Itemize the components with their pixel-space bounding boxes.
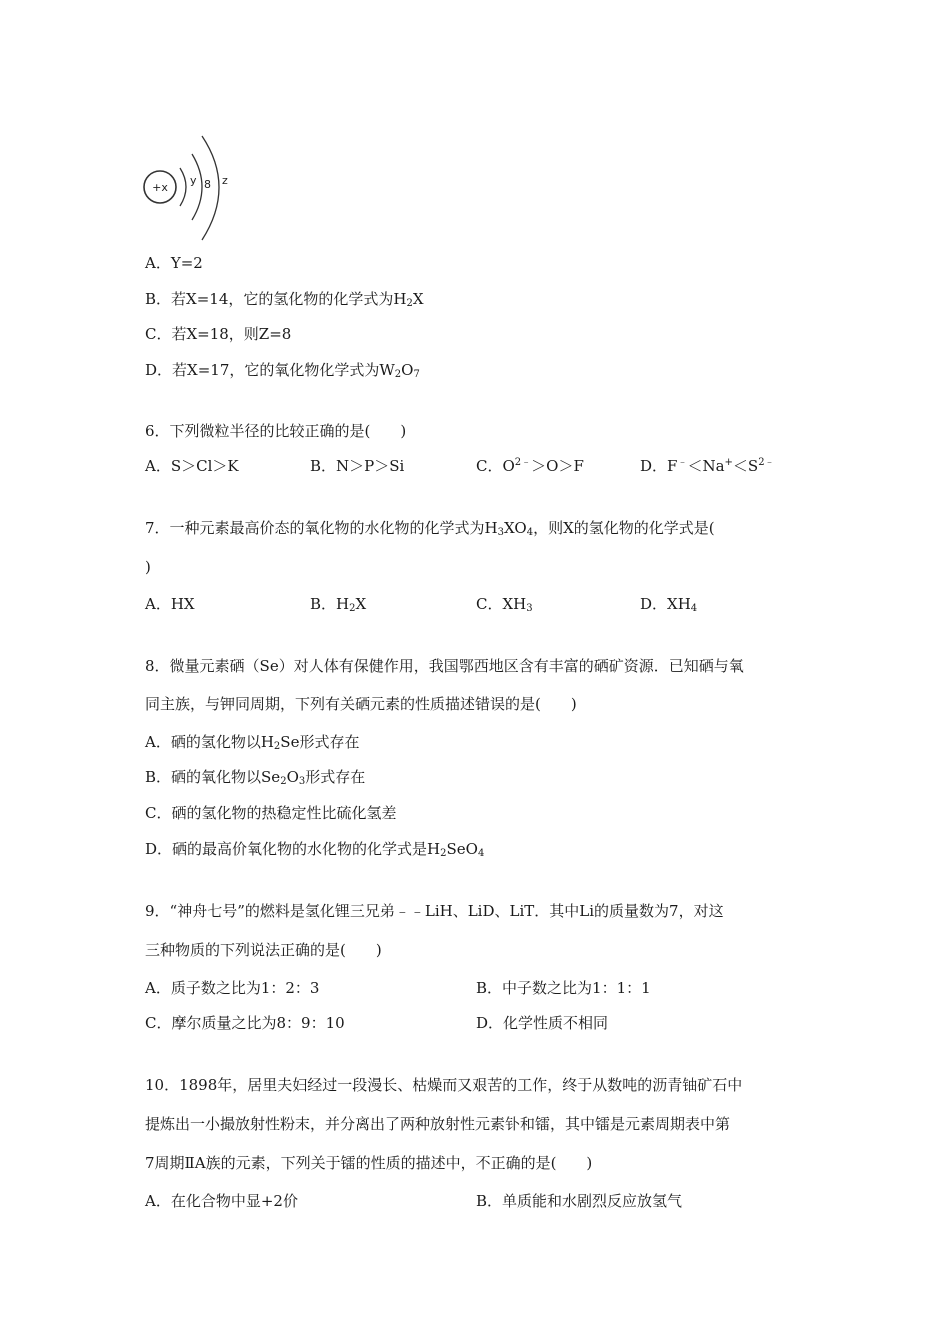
q10-stem-line1: 10．1898年，居里夫妇经过一段漫长、枯燥而又艰苦的工作，终于从数吨的沥青铀矿石中 (145, 1076, 743, 1094)
q9-option-b: B．中子数之比为1：1：1 (476, 979, 651, 997)
q9-stem-line1: 9．“神舟七号”的燃料是氢化锂三兄弟﹣﹣LiH、LiD、LiT．其中Li的质量数为7，对这 (145, 902, 724, 920)
q6-option-c: C．$O^{2﹣}>O>F$ (476, 457, 584, 475)
q5-option-c: C．若X=18，则Z=8 (145, 325, 292, 343)
q9-option-d: D．化学性质不相同 (476, 1014, 609, 1032)
q6-option-d: D．$F^﹣<Na^+<S^{2﹣}$ (640, 457, 775, 475)
q10-stem-line3: 7周期ⅡA族的元素，下列关于镭的性质的描述中，不正确的是( ) (145, 1154, 593, 1172)
q10-option-b: B．单质能和水剧烈反应放氢气 (476, 1192, 683, 1210)
q7-stem: 7．一种元素最高价态的氧化物的水化物的化学式为$H_3XO_4$，则X的氢化物的化学式是( (145, 519, 715, 538)
q8-option-c: C．硒的氢化物的热稳定性比硫化氢差 (145, 804, 397, 822)
q8-stem-line2: 同主族，与钾同周期，下列有关硒元素的性质描述错误的是( ) (145, 695, 577, 713)
q7-option-a: A．HX (145, 595, 195, 613)
shell-arc-2 (192, 154, 202, 220)
nucleus-label: +x (152, 181, 168, 194)
q5-option-d: D．若X=17，它的氧化物化学式为$W_2O_7$ (145, 361, 420, 380)
shell-2-label: 8 (204, 178, 211, 191)
q8-stem-line1: 8．微量元素硒（Se）对人体有保健作用，我国鄂西地区含有丰富的硒矿资源．已知硒与氧 (145, 657, 744, 675)
q6-option-b: B．N＞P＞Si (310, 457, 405, 475)
q6-stem: 6．下列微粒半径的比较正确的是( ) (145, 422, 407, 440)
q7-option-b: B．$H_2X$ (310, 595, 367, 614)
shell-3-label: z (222, 174, 228, 187)
q7-option-d: D．$XH_4$ (640, 595, 698, 614)
q5-option-b: B．若X=14，它的氢化物的化学式为$H_2X$ (145, 290, 424, 309)
q10-option-a: A．在化合物中显+2价 (145, 1192, 298, 1210)
q7-stem-close: ) (145, 558, 151, 576)
q5-option-a: A．Y=2 (145, 254, 203, 272)
shell-1-label: y (190, 174, 197, 187)
q8-option-a: A．硒的氢化物以$H_2Se$形式存在 (145, 733, 360, 752)
q9-option-c: C．摩尔质量之比为8：9：10 (145, 1014, 345, 1032)
q9-option-a: A．质子数之比为1：2：3 (145, 979, 320, 997)
q8-option-d: D．硒的最高价氧化物的水化物的化学式是$H_2SeO_4$ (145, 840, 485, 859)
q6-option-a: A．S＞Cl＞K (145, 457, 239, 475)
q7-option-c: C．$XH_3$ (476, 595, 533, 614)
atom-structure-diagram (140, 128, 250, 248)
q8-option-b: B．硒的氧化物以$Se_2O_3$形式存在 (145, 768, 366, 787)
q9-stem-line2: 三种物质的下列说法正确的是( ) (145, 941, 382, 959)
shell-arc-1 (180, 168, 186, 206)
q10-stem-line2: 提炼出一小撮放射性粉末，并分离出了两种放射性元素钋和镭，其中镭是元素周期表中第 (145, 1115, 731, 1133)
